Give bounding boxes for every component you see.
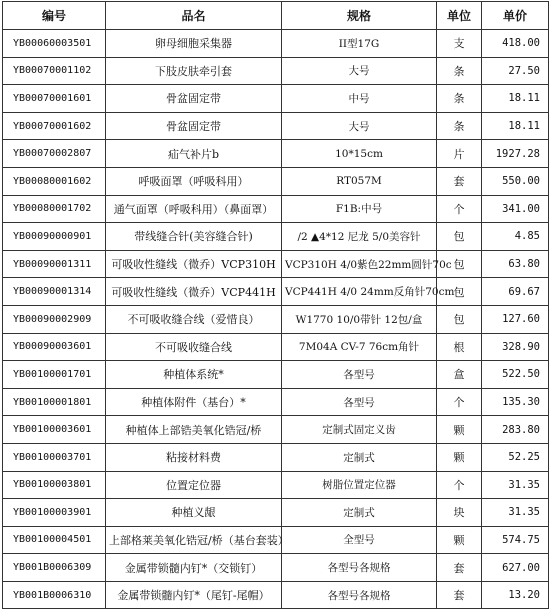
table-row	[3, 526, 549, 554]
cell-code: YB00070001102	[3, 57, 106, 85]
cell-price: 1927.28	[482, 140, 549, 168]
table-row	[3, 471, 549, 499]
cell-code: YB00100001801	[3, 388, 106, 416]
cell-name: 带线缝合针(美容缝合针)	[106, 223, 282, 251]
cell-unit: 颗	[437, 416, 482, 444]
cell-unit: 颗	[437, 526, 482, 554]
cell-code: YB00100003701	[3, 443, 106, 471]
table-row	[3, 333, 549, 361]
cell-unit: 个	[437, 471, 482, 499]
table-row	[3, 499, 549, 527]
cell-price: 550.00	[482, 167, 549, 195]
cell-spec: 各型号	[282, 361, 437, 389]
header-unit: 单位	[437, 2, 482, 30]
table-row	[3, 278, 549, 306]
cell-price: 27.50	[482, 57, 549, 85]
cell-unit: 条	[437, 112, 482, 140]
cell-code: YB001B0006309	[3, 554, 106, 582]
cell-price: 283.80	[482, 416, 549, 444]
cell-price: 13.20	[482, 581, 549, 609]
table-row	[3, 581, 549, 609]
cell-code: YB00100003601	[3, 416, 106, 444]
table-row	[3, 443, 549, 471]
cell-name: 不可吸收缝合线（爱惜良）	[106, 305, 282, 333]
cell-unit: 个	[437, 195, 482, 223]
cell-unit: 片	[437, 140, 482, 168]
cell-code: YB00100003901	[3, 499, 106, 527]
cell-code: YB00100001701	[3, 361, 106, 389]
cell-unit: 颗	[437, 443, 482, 471]
cell-name: 通气面罩（呼吸科用）（鼻面罩）	[106, 195, 282, 223]
cell-name: 种植义龈	[106, 499, 282, 527]
cell-name: 金属带锁髓内钉*（交锁钉）	[106, 554, 282, 582]
cell-code: YB00090000901	[3, 223, 106, 251]
cell-spec: 7M04A CV-7 76cm角针	[282, 333, 437, 361]
cell-name: 不可吸收缝合线	[106, 333, 282, 361]
table-row	[3, 305, 549, 333]
cell-code: YB00080001702	[3, 195, 106, 223]
cell-spec: 大号	[282, 112, 437, 140]
cell-price: 31.35	[482, 471, 549, 499]
cell-price: 63.80	[482, 250, 549, 278]
cell-spec: VCP310H 4/0紫色22mm圆针70c	[282, 250, 437, 278]
cell-price: 574.75	[482, 526, 549, 554]
price-list-sheet	[0, 1, 550, 611]
table-row	[3, 361, 549, 389]
header-price: 单价	[482, 2, 549, 30]
cell-unit: 套	[437, 581, 482, 609]
cell-name: 位置定位器	[106, 471, 282, 499]
header-spec: 规格	[282, 2, 437, 30]
cell-price: 418.00	[482, 30, 549, 58]
table-row	[3, 223, 549, 251]
cell-spec: 10*15cm	[282, 140, 437, 168]
cell-price: 127.60	[482, 305, 549, 333]
cell-name: 呼吸面罩（呼吸科用）	[106, 167, 282, 195]
cell-name: 骨盆固定带	[106, 112, 282, 140]
cell-code: YB00080001602	[3, 167, 106, 195]
cell-name: 种植体上部锆美氧化锆冠/桥	[106, 416, 282, 444]
cell-code: YB00100004501	[3, 526, 106, 554]
cell-spec: /2 ▲4*12 尼龙 5/0美容针	[282, 223, 437, 251]
table-row	[3, 416, 549, 444]
cell-name: 粘接材料费	[106, 443, 282, 471]
cell-name: 可吸收性缝线（微乔）VCP310H	[106, 250, 282, 278]
cell-price: 135.30	[482, 388, 549, 416]
cell-unit: 块	[437, 499, 482, 527]
cell-unit: 条	[437, 85, 482, 113]
cell-price: 341.00	[482, 195, 549, 223]
cell-code: YB00090001314	[3, 278, 106, 306]
cell-price: 4.85	[482, 223, 549, 251]
cell-price: 522.50	[482, 361, 549, 389]
cell-spec: 大号	[282, 57, 437, 85]
table-row	[3, 167, 549, 195]
cell-spec: 定制式固定义齿	[282, 416, 437, 444]
cell-code: YB00060003501	[3, 30, 106, 58]
cell-code: YB00070001602	[3, 112, 106, 140]
cell-name: 种植体附件（基台）*	[106, 388, 282, 416]
table-row	[3, 85, 549, 113]
cell-unit: 根	[437, 333, 482, 361]
table-row	[3, 554, 549, 582]
cell-name: 骨盆固定带	[106, 85, 282, 113]
cell-name: 疝气补片b	[106, 140, 282, 168]
header-name: 品名	[106, 2, 282, 30]
table-row	[3, 112, 549, 140]
table-row	[3, 250, 549, 278]
cell-spec: 树脂位置定位器	[282, 471, 437, 499]
table-row	[3, 388, 549, 416]
cell-price: 69.67	[482, 278, 549, 306]
cell-spec: 各型号	[282, 388, 437, 416]
cell-spec: RT057M	[282, 167, 437, 195]
cell-code: YB00100003801	[3, 471, 106, 499]
table-row	[3, 30, 549, 58]
cell-unit: 盒	[437, 361, 482, 389]
cell-unit: 个	[437, 388, 482, 416]
cell-spec: 定制式	[282, 499, 437, 527]
cell-spec: II型17G	[282, 30, 437, 58]
cell-spec: 中号	[282, 85, 437, 113]
cell-name: 金属带锁髓内钉*（尾钉-尾帽）	[106, 581, 282, 609]
cell-code: YB00070001601	[3, 85, 106, 113]
header-code: 编号	[3, 2, 106, 30]
price-table	[2, 1, 549, 609]
cell-price: 31.35	[482, 499, 549, 527]
cell-name: 卵母细胞采集器	[106, 30, 282, 58]
cell-code: YB001B0006310	[3, 581, 106, 609]
table-row	[3, 140, 549, 168]
cell-spec: 全型号	[282, 526, 437, 554]
cell-unit: 套	[437, 554, 482, 582]
cell-spec: W1770 10/0带针 12包/盒	[282, 305, 437, 333]
cell-price: 328.90	[482, 333, 549, 361]
cell-name: 上部格莱美氧化锆冠/桥（基台套装）	[106, 526, 282, 554]
cell-unit: 包	[437, 305, 482, 333]
cell-name: 下肢皮肤牵引套	[106, 57, 282, 85]
table-row	[3, 195, 549, 223]
cell-unit: 条	[437, 57, 482, 85]
cell-spec: VCP441H 4/0 24mm反角针70cm	[282, 278, 437, 306]
cell-code: YB00090003601	[3, 333, 106, 361]
table-row	[3, 57, 549, 85]
cell-unit: 包	[437, 223, 482, 251]
cell-spec: 定制式	[282, 443, 437, 471]
cell-code: YB00070002807	[3, 140, 106, 168]
cell-spec: 各型号各规格	[282, 581, 437, 609]
cell-unit: 包	[437, 278, 482, 306]
cell-price: 18.11	[482, 112, 549, 140]
cell-unit: 包	[437, 250, 482, 278]
cell-price: 52.25	[482, 443, 549, 471]
table-body	[3, 30, 549, 609]
cell-spec: F1B:中号	[282, 195, 437, 223]
cell-unit: 支	[437, 30, 482, 58]
cell-price: 18.11	[482, 85, 549, 113]
cell-name: 可吸收性缝线（微乔）VCP441H	[106, 278, 282, 306]
cell-price: 627.00	[482, 554, 549, 582]
cell-name: 种植体系统*	[106, 361, 282, 389]
cell-spec: 各型号各规格	[282, 554, 437, 582]
header-row	[3, 2, 549, 30]
cell-unit: 套	[437, 167, 482, 195]
table-header	[3, 2, 549, 30]
cell-code: YB00090002909	[3, 305, 106, 333]
cell-code: YB00090001311	[3, 250, 106, 278]
